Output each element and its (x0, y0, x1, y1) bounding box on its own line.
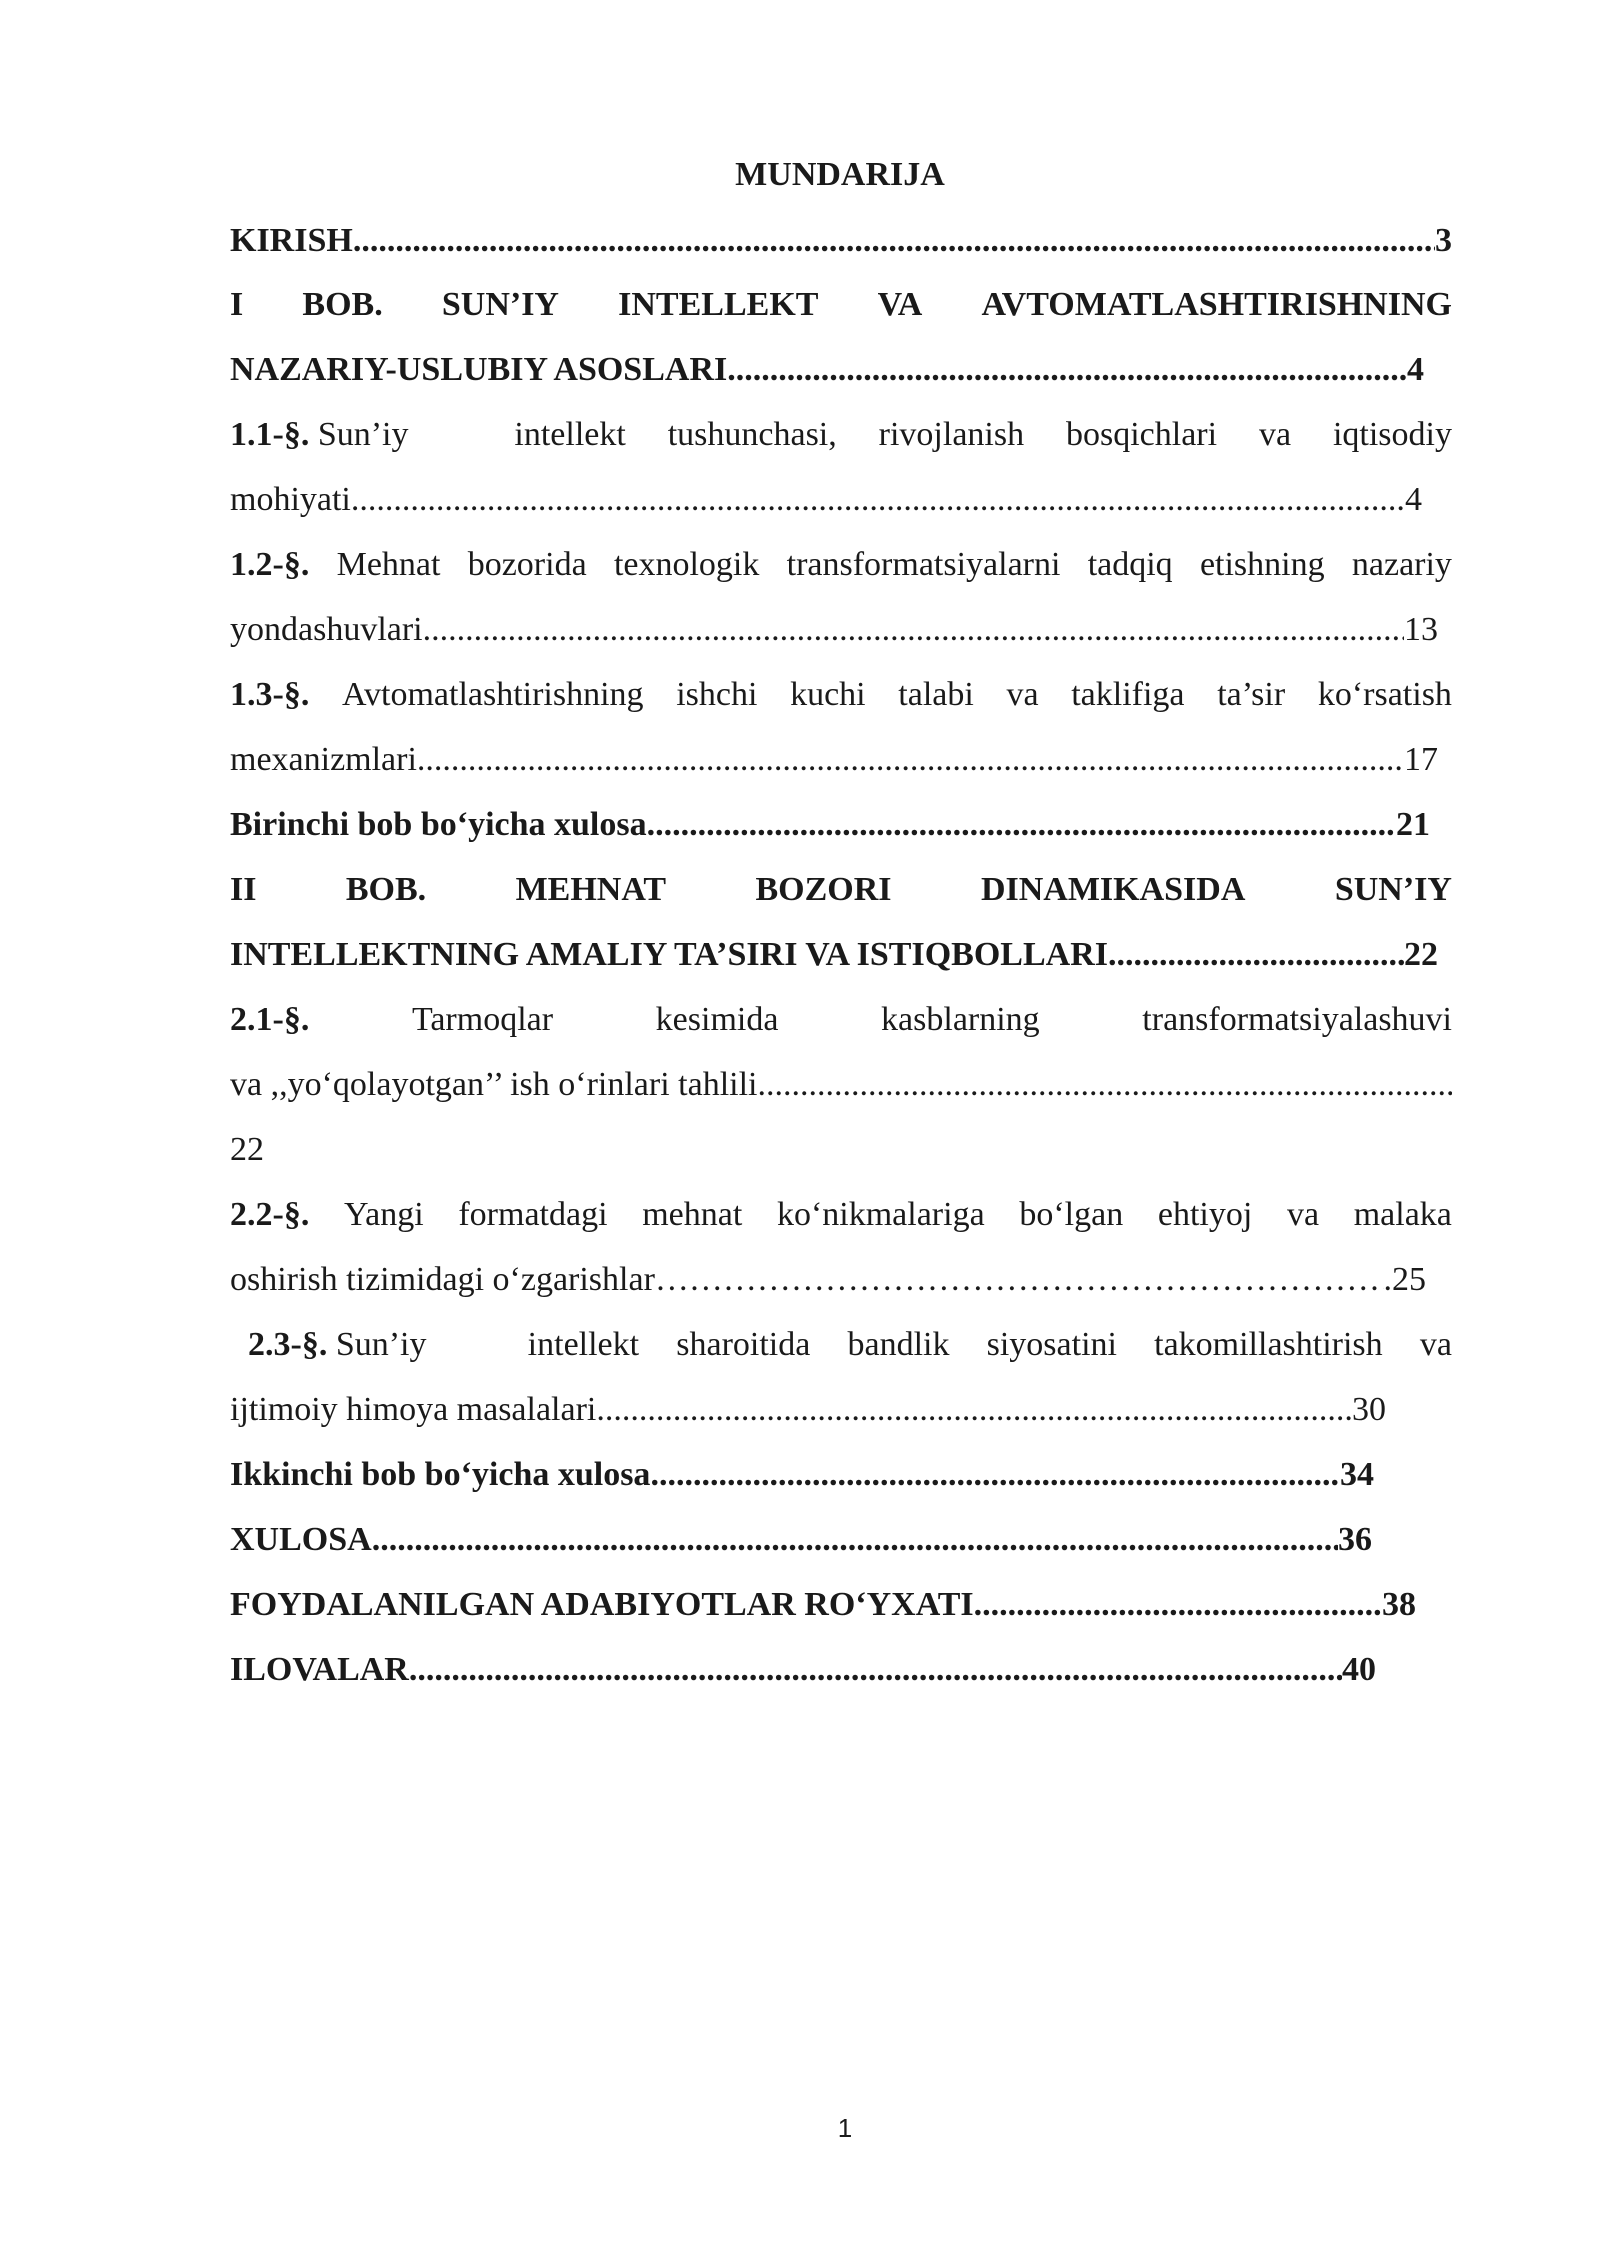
toc-entry-text: KIRISH (230, 222, 353, 259)
section-number: 1.1-§. (230, 416, 310, 453)
toc-entry-chapter-1-cont[interactable] (230, 342, 1424, 398)
toc-word: ehtiyoj (1157, 1196, 1253, 1233)
toc-page-number: 3 (1435, 222, 1452, 259)
toc-word: sharoitida (676, 1326, 811, 1363)
toc-page-number: 21 (1396, 806, 1430, 843)
toc-word: BOB. (345, 871, 427, 908)
toc-word: va (1419, 1326, 1452, 1363)
toc-word: SUN’IY (1334, 871, 1452, 908)
toc-word: etishning (1199, 546, 1325, 583)
toc-entry-text: mohiyati (230, 481, 351, 518)
toc-word: kesimida (655, 1001, 779, 1038)
dot-leader (1108, 927, 1404, 983)
toc-word: Yangi (344, 1196, 424, 1233)
dot-leader (647, 797, 1396, 853)
toc-entry-references[interactable] (230, 1577, 1416, 1633)
toc-word: transformatsiyalarni (786, 546, 1061, 583)
toc-word: takomillashtirish (1154, 1326, 1383, 1363)
toc-word: kuchi (790, 676, 866, 713)
toc-entry-section-1-3-cont[interactable] (230, 732, 1438, 788)
toc-word: VA (877, 286, 923, 323)
toc-word: BOZORI (755, 871, 892, 908)
toc-entry-text: mexanizmlari (230, 741, 417, 778)
dot-leader (757, 1057, 1452, 1113)
dot-leader (727, 342, 1407, 398)
toc-entry-text: yondashuvlari (230, 611, 423, 648)
toc-page-number: 4 (1405, 481, 1422, 518)
toc-entry-section-2-1[interactable] (230, 992, 1452, 1048)
toc-entry-text: NAZARIY-USLUBIY ASOSLARI (230, 351, 728, 388)
page-title: MUNDARIJA (735, 156, 945, 193)
page-number: 1 (837, 2113, 853, 2143)
toc-word: bo‘lgan (1019, 1196, 1124, 1233)
toc-word: SUN’IY (441, 286, 559, 323)
toc-page-number: 34 (1340, 1456, 1374, 1493)
toc-word: I (230, 286, 244, 323)
toc-word: AVTOMATLASHTIRISHNING (981, 286, 1452, 323)
toc-entry-text: oshirish tizimidagi o‘zgarishlar (230, 1261, 655, 1298)
dot-leader (596, 1382, 1352, 1438)
section-number: 2.2-§. (230, 1196, 310, 1233)
toc-entry-conclusion-1[interactable] (230, 797, 1430, 853)
toc-page-number: 22 (1404, 936, 1438, 973)
section-number: 2.3-§. (248, 1326, 328, 1363)
toc-word: BOB. (302, 286, 383, 323)
toc-word: texnologik (613, 546, 760, 583)
dot-leader (372, 1512, 1338, 1568)
toc-word: ta’sir (1217, 676, 1286, 713)
dot-leader (351, 472, 1405, 528)
toc-entry-text: INTELLEKTNING AMALIY TA’SIRI VA ISTIQBOLLARI (230, 936, 1108, 973)
toc-word: tadqiq (1087, 546, 1173, 583)
toc-entry-section-1-2[interactable] (230, 537, 1452, 593)
toc-entry-section-1-1[interactable] (230, 407, 1452, 463)
toc-entry-chapter-2[interactable] (230, 862, 1452, 918)
section-number: 2.1-§. (230, 1001, 310, 1038)
toc-entry-kirish[interactable] (230, 213, 1452, 269)
toc-word: talabi (898, 676, 974, 713)
toc-word: ko‘nikmalariga (776, 1196, 985, 1233)
toc-word: transformatsiyalashuvi (1142, 1001, 1452, 1038)
toc-page-number: 22 (230, 1131, 264, 1168)
dot-leader (417, 732, 1404, 788)
dot-leader (974, 1577, 1382, 1633)
toc-word: Mehnat (336, 546, 441, 583)
toc-entry-text: Birinchi bob bo‘yicha xulosa (230, 806, 647, 843)
toc-word: rivojlanish (878, 416, 1025, 453)
toc-entry-chapter-1[interactable] (230, 277, 1452, 333)
toc-word: malaka (1353, 1196, 1452, 1233)
toc-entry-text: va ,,yo‘qolayotgan’’ ish o‘rinlari tahlili (230, 1066, 758, 1103)
section-number: 1.2-§. (230, 546, 310, 583)
toc-word: kasblarning (881, 1001, 1040, 1038)
dot-leader (650, 1447, 1340, 1503)
toc-word: Avtomatlashtirishning (341, 676, 644, 713)
toc-entry-section-1-3[interactable] (230, 667, 1452, 723)
toc-word: bosqichlari (1065, 416, 1218, 453)
toc-word: intellekt (527, 1326, 640, 1363)
toc-entry-text: ijtimoiy himoya masalalari (230, 1391, 597, 1428)
toc-word: ko‘rsatish (1317, 676, 1452, 713)
toc-entry-section-2-3[interactable] (230, 1317, 1452, 1373)
toc-entry-section-1-1-cont[interactable] (230, 472, 1422, 528)
toc-word: DINAMIKASIDA (980, 871, 1246, 908)
toc-word: ishchi (676, 676, 758, 713)
toc-word: iqtisodiy (1332, 416, 1452, 453)
toc-word: bandlik (847, 1326, 950, 1363)
toc-page-number: 13 (1404, 611, 1438, 648)
toc-entry-text: FOYDALANILGAN ADABIYOTLAR RO‘YXATI (230, 1586, 974, 1623)
toc-entry-section-2-1-cont[interactable] (230, 1057, 1452, 1113)
toc-word: nazariy (1351, 546, 1452, 583)
toc-page-number: 40 (1342, 1651, 1376, 1688)
dot-leader (409, 1642, 1342, 1698)
toc-page-number: 30 (1352, 1391, 1386, 1428)
toc-entry-section-2-2-cont[interactable] (230, 1252, 1426, 1308)
toc-word: Sun’iy (335, 1326, 427, 1363)
toc-word: bozorida (467, 546, 587, 583)
toc-page-number: .25 (1383, 1261, 1426, 1298)
toc-word: va (1258, 416, 1292, 453)
dot-leader (655, 1252, 1384, 1308)
toc-entry-conclusion-2[interactable] (230, 1447, 1374, 1503)
section-number: 1.3-§. (230, 676, 310, 713)
toc-word: INTELLEKT (618, 286, 819, 323)
dot-leader (423, 602, 1404, 658)
toc-entry-section-2-3-cont[interactable] (230, 1382, 1386, 1438)
toc-word: II (230, 871, 257, 908)
toc-entry-text: Ikkinchi bob bo‘yicha xulosa (230, 1456, 651, 1493)
toc-entry-chapter-2-cont[interactable] (230, 927, 1438, 983)
toc-page-number: 38 (1382, 1586, 1416, 1623)
toc-word: siyosatini (986, 1326, 1117, 1363)
toc-word: Tarmoqlar (411, 1001, 554, 1038)
toc-word: Sun’iy (317, 416, 409, 453)
toc-entry-section-1-2-cont[interactable] (230, 602, 1438, 658)
toc-word: taklifiga (1071, 676, 1185, 713)
toc-word: MEHNAT (515, 871, 667, 908)
toc-word: va (1286, 1196, 1320, 1233)
toc-entry-text: ILOVALAR (230, 1651, 409, 1688)
toc-page-number: 36 (1338, 1521, 1372, 1558)
toc-word: mehnat (642, 1196, 743, 1233)
toc-entry-text: XULOSA (230, 1521, 372, 1558)
dot-leader (353, 213, 1435, 269)
toc-page-number: 4 (1407, 351, 1424, 388)
toc-entry-section-2-2[interactable] (230, 1187, 1452, 1243)
toc-entry-appendices[interactable] (230, 1642, 1376, 1698)
toc-word: formatdagi (458, 1196, 608, 1233)
toc-word: intellekt (514, 416, 626, 453)
toc-page-number: 17 (1404, 741, 1438, 778)
toc-entry-xulosa[interactable] (230, 1512, 1372, 1568)
toc-word: tushunchasi, (667, 416, 837, 453)
toc-word: va (1006, 676, 1039, 713)
